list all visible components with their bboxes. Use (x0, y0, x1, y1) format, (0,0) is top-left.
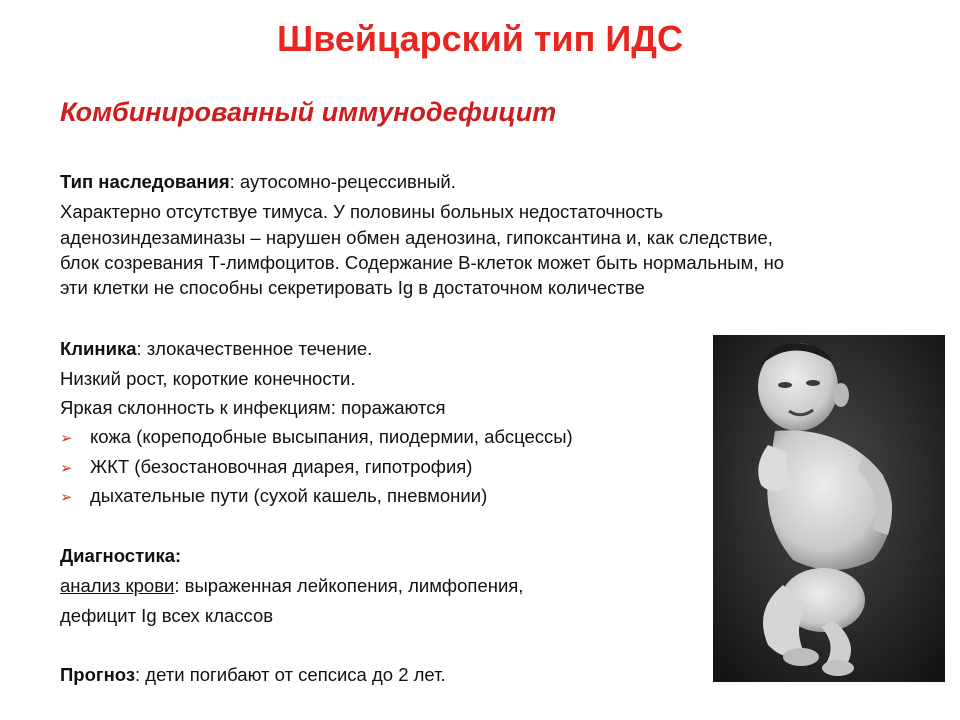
description-line: эти клетки не способны секретировать Ig в достаточном количестве (60, 277, 645, 298)
description-line: Характерно отсутствуе тимуса. У половины больных недостаточность (60, 201, 664, 222)
diagnostics-label: Диагностика: (60, 545, 182, 566)
list-item-text: дыхательные пути (сухой кашель, пневмонии) (90, 485, 488, 506)
diagnostics-link: анализ крови (60, 575, 175, 596)
description-line: блок созревания Т-лимфоцитов. Содержание В-клеток может быть нормальным, но (60, 252, 785, 273)
inheritance-line (60, 170, 456, 193)
list-item (60, 484, 487, 509)
clinic-label: Клиника (60, 338, 137, 359)
diagnostics-line (60, 574, 523, 597)
clinic-line-2: Низкий рост, короткие конечности. (60, 368, 356, 389)
slide-subtitle: Комбинированный иммунодефицит (60, 97, 557, 127)
list-item (60, 425, 573, 450)
slide-title: Швейцарский тип ИДС (277, 18, 683, 59)
description-line: аденозиндезаминазы – нарушен обмен аденозина, гипоксантина и, как следствие, (60, 227, 773, 248)
diagnostics-line-2: дефицит Ig всех классов (60, 605, 274, 626)
list-item (60, 455, 472, 480)
diagnostics-value: : выраженная лейкопения, лимфопения, (174, 575, 524, 596)
arrow-bullet-icon: ➢ (60, 489, 73, 506)
inheritance-label: Тип наследования (60, 171, 230, 192)
clinic-line (60, 337, 372, 360)
clinic-value: : злокачественное течение. (136, 338, 373, 359)
inheritance-value: аутосомно-рецессивный. (234, 171, 456, 192)
list-item-text: кожа (кореподобные высыпания, пиодермии, абсцессы) (90, 426, 573, 447)
clinic-line-3: Яркая склонность к инфекциям: поражаются (60, 397, 446, 418)
arrow-bullet-icon: ➢ (60, 430, 73, 447)
prognosis-label: Прогноз (60, 664, 136, 685)
list-item-text: ЖКТ (безостановочная диарея, гипотрофия) (90, 456, 473, 477)
prognosis-line (60, 663, 446, 686)
prognosis-value: : дети погибают от сепсиса до 2 лет. (135, 664, 446, 685)
arrow-bullet-icon: ➢ (60, 460, 73, 477)
patient-photo (713, 335, 945, 682)
inheritance-sep: : (229, 171, 235, 192)
